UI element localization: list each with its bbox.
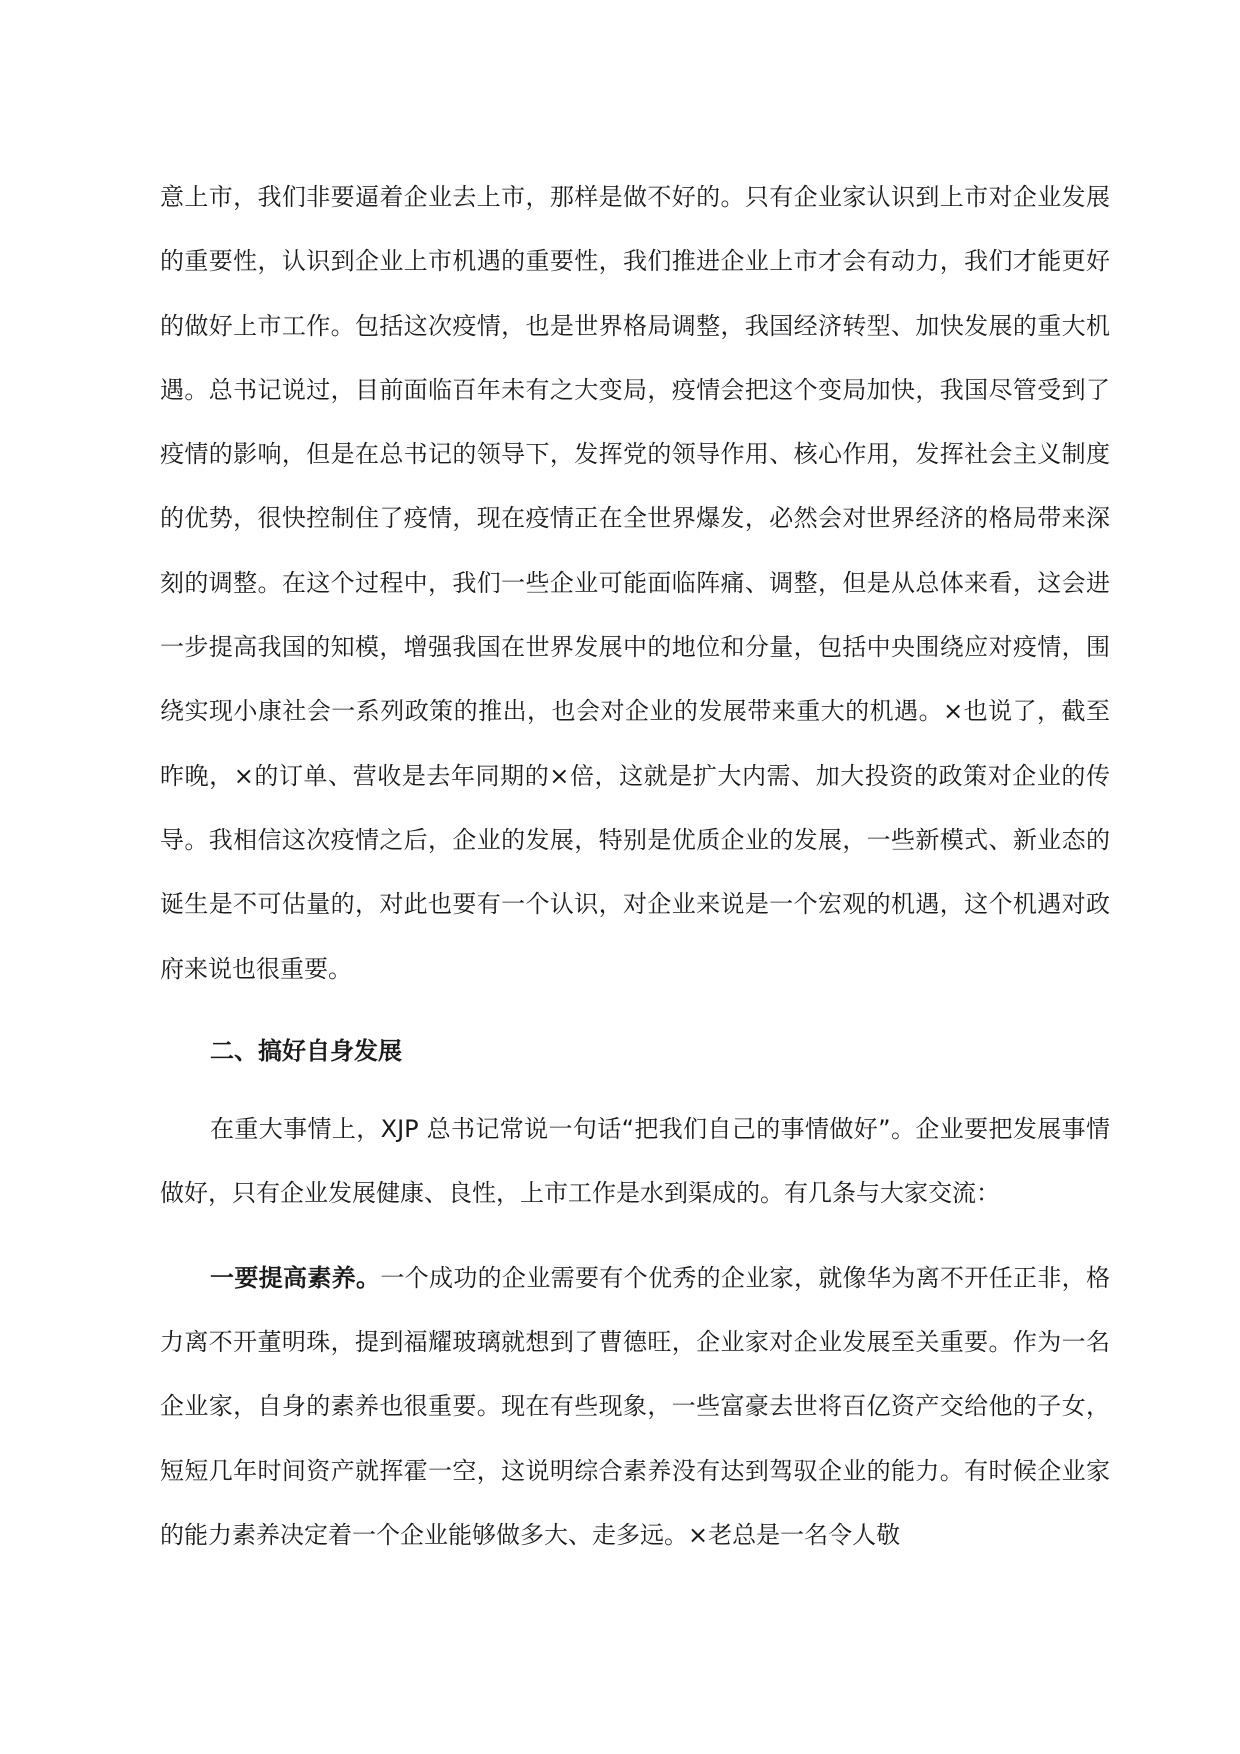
- paragraph-improve-quality: [160, 1246, 1110, 1567]
- section-heading: 二、搞好自身发展: [210, 1036, 402, 1065]
- document-page: [160, 165, 1110, 1567]
- paragraph-self-development: 在重大事情上，XJP 总书记常说一句话“把我们自己的事情做好”。企业要把发展事情做好，只有企业发展健康、良性，上市工作是水到渠成的。有几条与大家交流：: [160, 1115, 1110, 1208]
- paragraph-body-text: 一个成功的企业需要有个优秀的企业家，就像华为离不开任正非，格力离不开董明珠，提到福耀玻璃就想到了曹德旺，企业家对企业发展至关重要。作为一名企业家，自身的素养也很重要。现在有些现象，一些富豪去世将百亿资产交给他的子女，短短几年时间资产就挥霍一空，这说明综合素养没有达到驾驭企业的能力。有时候企业家的能力素养决定着一个企业能够做多大、走多远。×老总是一名令人敬: [160, 1263, 1111, 1549]
- spacer: [160, 1001, 1110, 1019]
- spacer: [160, 1083, 1110, 1097]
- paragraph-lead-bold: 一要提高素养。: [210, 1263, 381, 1292]
- paragraph-opportunity: 意上市，我们非要逼着企业去上市，那样是做不好的。只有企业家认识到上市对企业发展的重要性，认识到企业上市机遇的重要性，我们推进企业上市才会有动力，我们才能更好的做好上市工作。包括这次疫情，也是世界格局调整，我国经济转型、加快发展的重大机遇。总书记说过，目前面临百年未有之大变局，疫情会把这个变局加快，我国尽管受到了疫情的影响，但是在总书记的领导下，发挥党的领导作用、核心作用，发挥社会主义制度的优势，很快控制住了疫情，现在疫情正在全世界爆发，必然会对世界经济的格局带来深刻的调整。在这个过程中，我们一些企业可能面临阵痛、调整，但是从总体来看，这会进一步提高我国的知模，增强我国在世界发展中的地位和分量，包括中央围绕应对疫情，围绕实现小康社会一系列政策的推出，也会对企业的发展带来重大的机遇。×也说了，截至昨晚，×的订单、营收是去年同期的×倍，这就是扩大内需、加大投资的政策对企业的传导。我相信这次疫情之后，企业的发展，特别是优质企业的发展，一些新模式、新业态的诞生是不可估量的，对此也要有一个认识，对企业来说是一个宏观的机遇，这个机遇对政府来说也很重要。: [160, 183, 1110, 983]
- spacer: [160, 1226, 1110, 1246]
